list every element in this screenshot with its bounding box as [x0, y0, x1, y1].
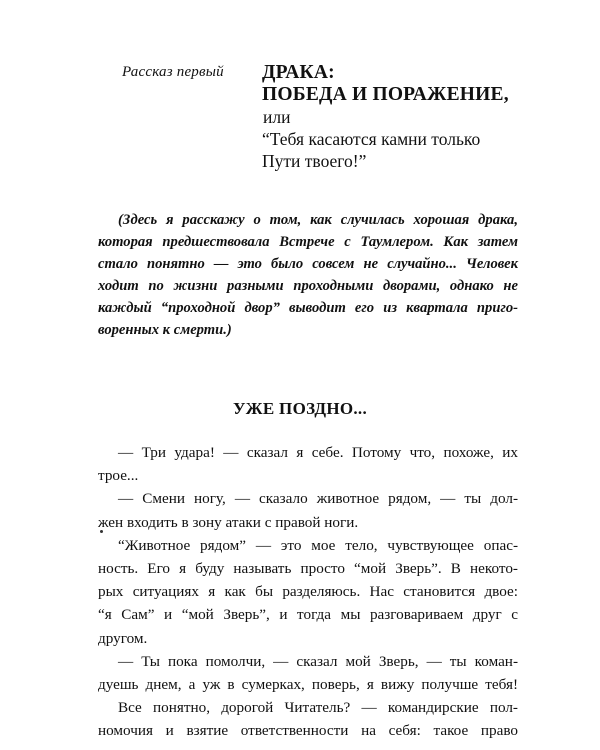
chapter-subtitle-line: Пути твоего!” [262, 151, 367, 171]
chapter-title-line: ДРАКА: [262, 62, 335, 83]
body-line: — Три удара! — сказал я себе. Потому что, похоже, их [118, 444, 518, 461]
section-heading: УЖЕ ПОЗДНО... [232, 399, 368, 418]
body-line: Все понятно, дорогой Читатель? — командирские пол- [118, 699, 518, 717]
chapter-title-block [262, 62, 582, 172]
intro-line: воренных к смерти.) [98, 322, 232, 338]
body-line: другом. [98, 629, 148, 647]
intro-line: стало понятно — это было совсем не случайно... Человек [98, 256, 518, 272]
intro-line: каждый “проходной двор” выводит его из квартала приго- [98, 300, 518, 316]
body-line: “я Сам” и “мой Зверь”, и тогда мы разговариваем друг с [98, 606, 518, 624]
body-line: номочия и взятие ответственности на себя: такое право [98, 722, 518, 740]
chapter-title-line: ПОБЕДА И ПОРАЖЕНИЕ, [262, 84, 509, 105]
body-line: рых ситуациях я как бы разделяюсь. Нас становится двое: [98, 583, 518, 601]
intro-line: которая предшествовала Встрече с Таумлером. Как затем [98, 234, 518, 250]
story-label: Рассказ первый [122, 64, 224, 80]
body-line: — Смени ногу, — сказало животное рядом, — ты дол- [118, 490, 518, 508]
chapter-subtitle-line: или [263, 107, 291, 127]
body-line: ность. Его я буду называть просто “мой Зверь”. В некото- [98, 560, 518, 578]
body-line: трое... [98, 467, 139, 485]
intro-paragraph [98, 209, 518, 341]
intro-line: (Здесь я расскажу о том, как случилась хорошая драка, [118, 212, 518, 228]
intro-line: ходит по жизни разными проходными дворами, однако не [98, 278, 518, 294]
body-line: — Ты пока помолчи, — сказал мой Зверь, — ты коман- [118, 652, 518, 670]
chapter-subtitle-line: “Тебя касаются камни только [262, 129, 481, 149]
body-line: “Животное рядом” — это мое тело, чувствующее опас- [118, 536, 518, 554]
body-text [98, 441, 518, 743]
body-line: жен входить в зону атаки с правой ноги. [98, 513, 359, 531]
body-line: дуешь днем, а уж в сумерках, поверь, я вижу получше тебя! [98, 676, 518, 694]
